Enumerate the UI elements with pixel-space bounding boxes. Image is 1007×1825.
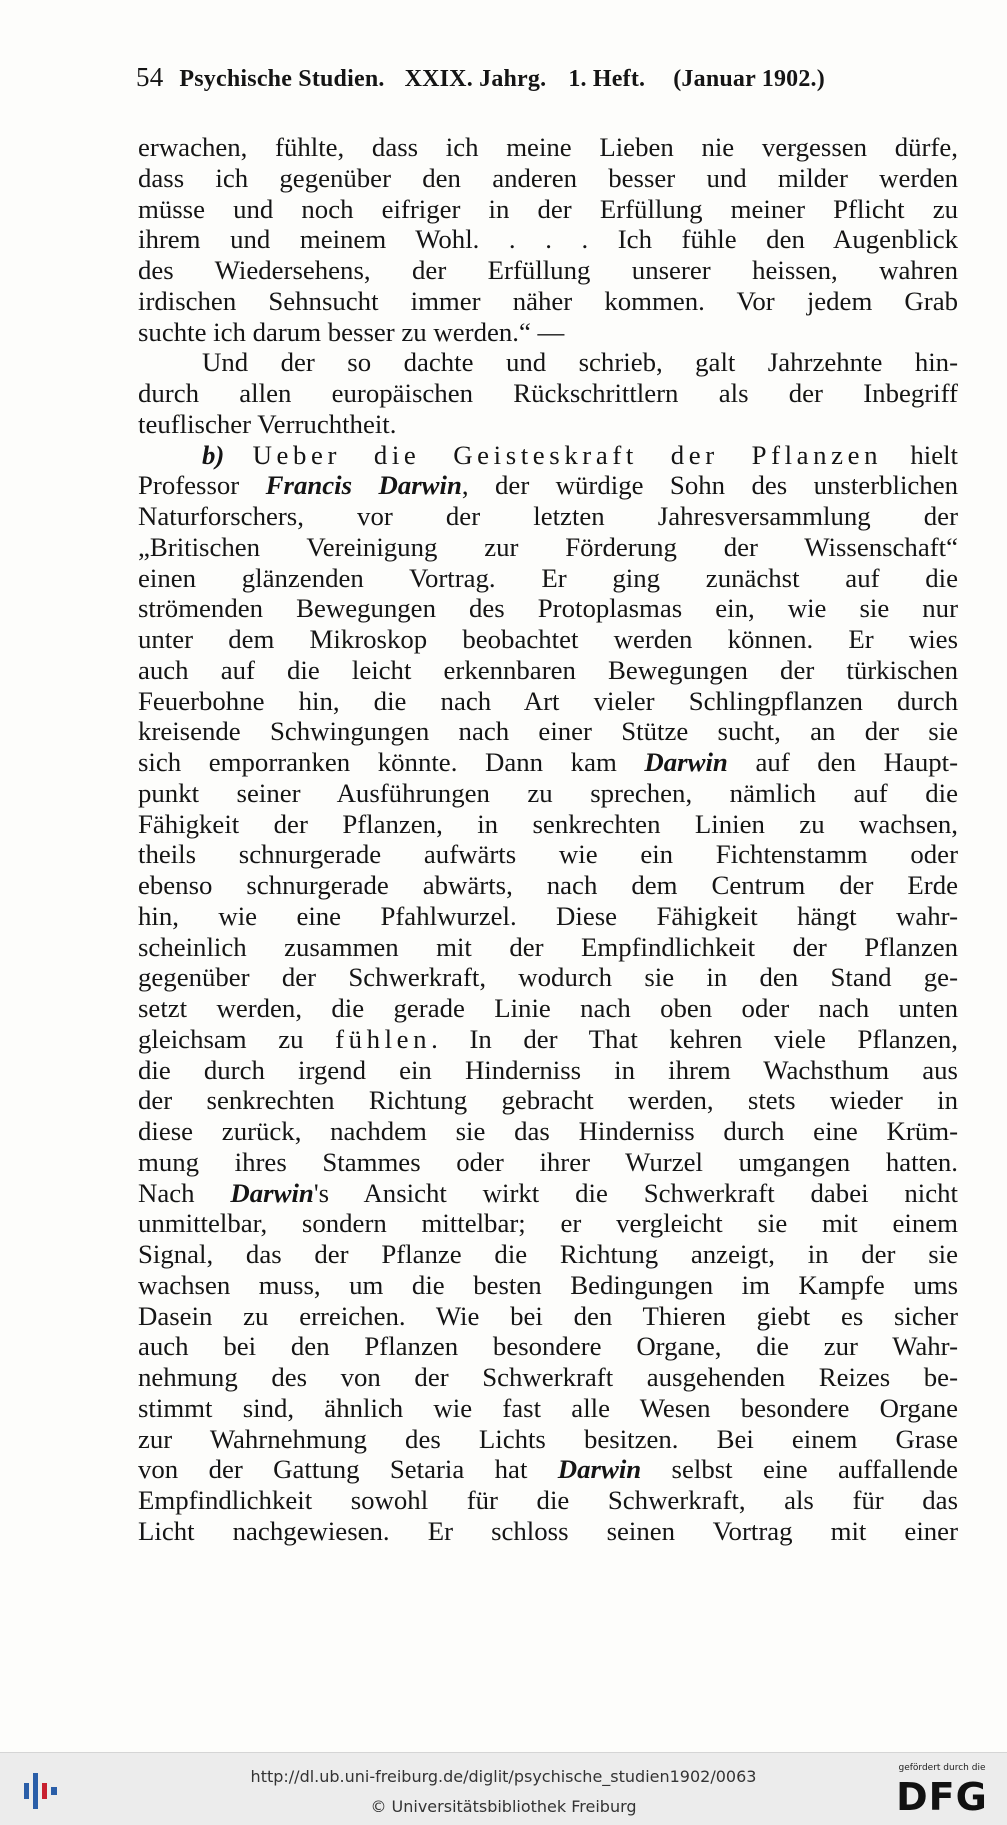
section-marker: b) — [202, 439, 253, 470]
text-line: Dasein zu erreichen. Wie bei den Thieren giebt es sicher — [138, 1300, 958, 1331]
text-line: dass ich gegenüber den anderen besser und milder werden — [138, 162, 958, 193]
text-line: diese zurück, nachdem sie das Hinderniss durch eine Krüm- — [138, 1116, 958, 1146]
text-line: auch bei den Pflanzen besondere Organe, die zur Wahr- — [138, 1331, 958, 1362]
text-fragment: hielt — [882, 439, 959, 470]
text-fragment: . In der That kehren viele Pflanzen, — [431, 1023, 958, 1054]
text-fragment: sich emporranken könnte. Dann kam — [138, 747, 645, 777]
volume-label: XXIX. Jahrg. — [404, 66, 547, 92]
text-fragment: Nach — [138, 1177, 231, 1208]
text-fragment: auf den Haupt- — [727, 747, 958, 777]
text-line: Empfindlichkeit sowohl für die Schwerkraft, als für das — [138, 1485, 958, 1515]
text-line: hin, wie eine Pfahlwurzel. Diese Fähigkeit hängt wahr- — [138, 900, 958, 931]
viewer-footer — [0, 1752, 1007, 1825]
dfg-funding-label: gefördert durch die — [898, 1763, 986, 1773]
text-line: müsse und noch eifriger in der Erfüllung meiner Pflicht zu — [138, 193, 958, 224]
text-line: erwachen, fühlte, dass ich meine Lieben nie vergessen dürfe, — [138, 132, 958, 162]
text-fragment: 's Ansicht wirkt die Schwerkraft dabei nicht — [313, 1177, 958, 1208]
text-line: unter dem Mikroskop beobachtet werden können. Er wies — [138, 624, 958, 654]
text-line: gegenüber der Schwerkraft, wodurch sie in den Stand ge- — [138, 962, 958, 993]
text-line: kreisende Schwingungen nach einer Stütze sucht, an der sie — [138, 716, 958, 747]
text-line: Feuerbohne hin, die nach Art vieler Schlingpflanzen durch — [138, 685, 958, 716]
text-line: Licht nachgewiesen. Er schloss seinen Vortrag mit einer — [138, 1515, 958, 1546]
person-name: Darwin — [644, 747, 728, 777]
text-line: ihrem und meinem Wohl. . . . Ich fühle den Augenblick — [138, 224, 958, 255]
running-header — [136, 62, 966, 93]
text-line: mung ihres Stammes oder ihrer Wurzel umgangen hatten. — [138, 1146, 958, 1177]
text-line: theils schnurgerade aufwärts wie ein Fichtenstamm oder — [138, 839, 958, 870]
text-line: Signal, das der Pflanze die Richtung anzeigt, in der sie — [138, 1239, 958, 1269]
text-line: des Wiedersehens, der Erfüllung unserer heissen, wahren — [138, 255, 958, 285]
text-line: irdischen Sehnsucht immer näher kommen. Vor jedem Grab — [138, 285, 958, 316]
text-line — [138, 1178, 958, 1209]
text-line — [138, 1454, 958, 1485]
text-line: „Britischen Vereinigung zur Förderung der Wissenschaft“ — [138, 531, 958, 562]
text-line: scheinlich zusammen mit der Empfindlichkeit der Pflanzen — [138, 931, 958, 962]
text-line: der senkrechten Richtung gebracht werden, stets wieder in — [138, 1085, 958, 1116]
section-heading: Ueber die Geisteskraft der Pflanzen — [252, 439, 883, 470]
text-line: Naturforschers, vor der letzten Jahresversammlung der — [138, 501, 958, 531]
page-number: 54 — [136, 62, 164, 92]
text-line: strömenden Bewegungen des Protoplasmas ein, wie sie nur — [138, 593, 958, 624]
text-line: nehmung des von der Schwerkraft ausgehenden Reizes be- — [138, 1362, 958, 1392]
text-fragment: Professor — [138, 470, 266, 501]
dfg-logo — [886, 1763, 998, 1819]
text-fragment: von der Gattung Setaria hat — [138, 1454, 558, 1485]
text-line — [138, 440, 958, 471]
text-line: wachsen muss, um die besten Bedingungen im Kampfe ums — [138, 1269, 958, 1300]
person-name: Darwin — [557, 1454, 642, 1485]
journal-title: Psychische Studien. — [179, 66, 385, 92]
text-line: zur Wahrnehmung des Lichts besitzen. Bei einem Grase — [138, 1423, 958, 1454]
text-fragment: , der würdige Sohn des unsterblichen — [461, 470, 958, 501]
emphasized-word: fühlen — [335, 1023, 432, 1054]
text-fragment: selbst eine auffallende — [641, 1454, 958, 1485]
text-line: stimmt sind, ähnlich wie fast alle Wesen besondere Organe — [138, 1392, 958, 1423]
copyright-notice: © Universitätsbibliothek Freiburg — [370, 1797, 637, 1816]
text-line: Und der so dachte und schrieb, galt Jahrzehnte hin- — [202, 347, 958, 378]
text-line: setzt werden, die gerade Linie nach oben oder nach unten — [138, 993, 958, 1023]
text-line — [138, 470, 958, 501]
dfg-wordmark: DFG — [896, 1775, 988, 1819]
person-name: Darwin — [230, 1177, 314, 1208]
person-name: Francis Darwin — [265, 470, 462, 501]
text-line: einen glänzenden Vortrag. Er ging zunächst auf die — [138, 562, 958, 593]
text-line: durch allen europäischen Rückschrittlern als der Inbegriff — [138, 378, 958, 408]
text-line: ebenso schnurgerade abwärts, nach dem Centrum der Erde — [138, 870, 958, 900]
text-line: unmittelbar, sondern mittelbar; er vergleicht sie mit einem — [138, 1208, 958, 1239]
text-line: punkt seiner Ausführungen zu sprechen, nämlich auf die — [138, 777, 958, 808]
page-permalink[interactable]: http://dl.ub.uni-freiburg.de/diglit/psychische_studien1902/0063 — [250, 1767, 757, 1786]
text-line: Fähigkeit der Pflanzen, in senkrechten Linien zu wachsen, — [138, 808, 958, 839]
text-fragment: gleichsam zu — [138, 1023, 336, 1054]
body-text — [138, 132, 958, 1547]
text-line — [138, 747, 958, 778]
text-line — [138, 1024, 958, 1055]
text-line: suchte ich darum besser zu werden.“ — — [138, 316, 565, 347]
issue-date: (Januar 1902.) — [673, 66, 825, 92]
issue-label: 1. Heft. — [568, 66, 646, 92]
text-line: die durch irgend ein Hinderniss in ihrem Wachsthum aus — [138, 1054, 958, 1085]
text-line: teuflischer Verruchtheit. — [138, 408, 397, 439]
text-line: auch auf die leicht erkennbaren Bewegungen der türkischen — [138, 654, 958, 685]
